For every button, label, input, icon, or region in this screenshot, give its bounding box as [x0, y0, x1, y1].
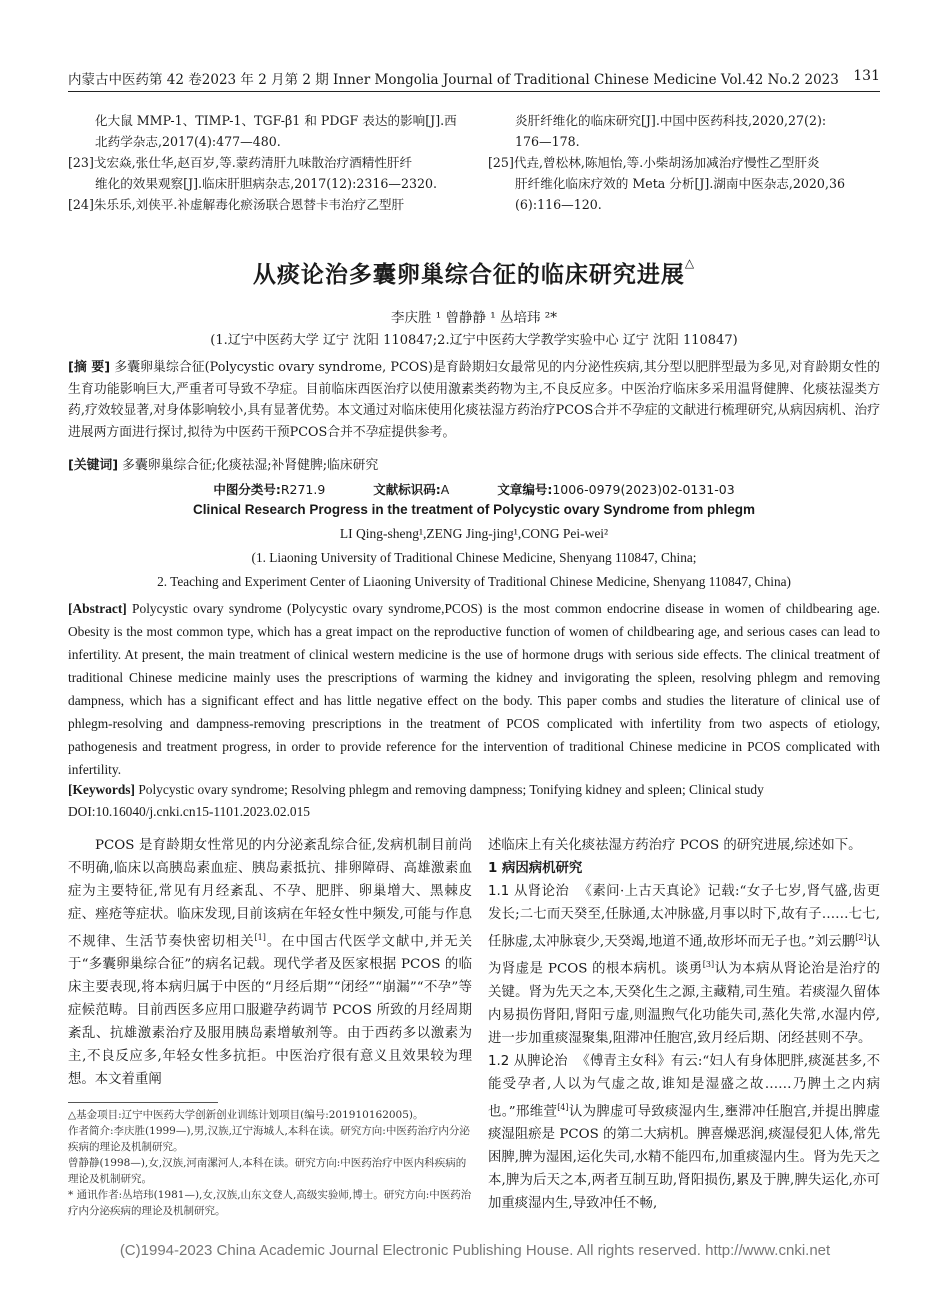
reference-line: 化大鼠 MMP-1、TIMP-1、TGF-β1 和 PDGF 表达的影响[J].西 — [95, 113, 457, 128]
footnote-rule — [68, 1102, 218, 1103]
copyright-footer: (C)1994-2023 China Academic Journal Electronic Publishing House. All rights reserved. http://www.cnki.net — [119, 1242, 831, 1259]
reference-line: [24]朱乐乐,刘侠平.补虚解毒化瘀汤联合恩替卡韦治疗乙型肝 — [68, 197, 405, 212]
doc-code-label: 文献标识码: — [373, 482, 441, 497]
subsection-heading: 1.2 从脾论治 — [488, 1053, 568, 1069]
abstract-cn-label: [摘 要] — [68, 360, 111, 375]
keywords-cn — [68, 454, 880, 473]
reference-line: [23]戈宏焱,张仕华,赵百岁,等.蒙药清肝九味散治疗酒精性肝纤 — [68, 155, 413, 170]
footnote: 作者简介:李庆胜(1999—),男,汉族,辽宁海城人,本科在读。研究方向:中医药治疗内分泌疾病的理论及机制研究。 — [68, 1125, 470, 1153]
clc-value: R271.9 — [280, 482, 326, 497]
body-left-column — [68, 834, 472, 1091]
body-text: 认为本病从肾论治是治疗的关键。肾为先天之本,天癸化生之源,主藏精,司生殖。若痰湿久留体内易损伤肾阳,肾阳亏虚,则温煦气化功能失司,蒸化失常,水湿内停,进一步加重痰湿聚集,阻滞冲任胞宫,致月经后期、闭经甚则不孕。 — [488, 961, 881, 1046]
affiliation-en-2: 2. Teaching and Experiment Center of Liaoning University of Traditional Chinese Medicine, Shenyang 110847, China) — [157, 574, 791, 589]
citation: [1] — [254, 933, 266, 942]
authors-en: LI Qing-sheng¹,ZENG Jing-jing¹,CONG Pei-wei² — [339, 526, 609, 541]
references-left — [68, 110, 472, 215]
running-header — [68, 68, 880, 88]
footnotes — [68, 1107, 472, 1219]
citation: [2] — [855, 933, 867, 942]
authors-cn: 李庆胜 ¹ 曾静静 ¹ 丛培玮 ²* — [391, 310, 557, 326]
body-right-column — [488, 834, 880, 1215]
affiliation-en-1: (1. Liaoning University of Traditional Chinese Medicine, Shenyang 110847, China; — [251, 550, 697, 565]
intro-text-cont: 。在中国古代医学文献中,并无关于“多囊卵巢综合征”的病名记载。现代学者及医家根据 PCOS 的临床主要表现,将本病归属于中医的“月经后期”“闭经”“崩漏”“不孕”等症候范畴。目前西医多应用口服避孕药调节 PCOS 所致的月经周期紊乱、抗雄激素治疗及服用胰岛素增敏剂等。由于西药多以激素为主,不良反应多,年轻女性多抗拒。中医治疗很有意义且效果较为理想。本文着重阐 — [68, 934, 472, 1088]
body-paragraph — [68, 834, 472, 1091]
body-text: 认为脾虚可导致痰湿内生,壅滞冲任胞宫,并提出脾虚痰湿阻瘀是 PCOS 的第二大病机。脾喜燥恶润,痰湿侵犯人体,常先困脾,脾为湿困,运化失司,水精不能四布,加重痰湿内生。肾为先天之本,脾为后天之本,两者互制互助,肾阳损伤,累及于脾,脾失运化,亦可加重痰湿内生,导致冲任不畅, — [488, 1104, 880, 1212]
doi: DOI:10.16040/j.cnki.cn15-1101.2023.02.015 — [68, 804, 310, 819]
reference-line: [25]代垚,曾松林,陈旭怡,等.小柴胡汤加减治疗慢性乙型肝炎 — [488, 155, 820, 170]
footnote: 曾静静(1998—),女,汉族,河南漯河人,本科在读。研究方向:中医药治疗中医内科疾病的理论及机制研究。 — [68, 1157, 467, 1185]
references-right — [488, 110, 880, 215]
body-paragraph — [488, 880, 880, 1050]
footnote: △基金项目:辽宁中医药大学创新创业训练计划项目(编号:201910162005)。 — [68, 1109, 424, 1121]
journal-header: 内蒙古中医药第 42 卷2023 年 2 月第 2 期 Inner Mongolia Journal of Traditional Chinese Medicine Vol.42 No.2 2023 — [68, 72, 839, 88]
body-text: 认为肾虚是 PCOS 的根本病机。谈勇 — [488, 934, 880, 977]
reference-line: (6):116—120. — [515, 197, 602, 212]
section-heading: 1 病因病机研究 — [488, 861, 583, 876]
body-text: 《傅青主女科》有云:“妇人有身体肥胖,痰涎甚多,不能受孕者,人以为气虚之故,谁知是湿盛之故……乃脾土之内病也。”邢维萱 — [488, 1053, 880, 1120]
keywords-en-text: Polycystic ovary syndrome; Resolving phlegm and removing dampness; Tonifying kidney and spleen; Clinical study — [138, 782, 764, 797]
reference-line: 炎肝纤维化的临床研究[J].中国中医药科技,2020,27(2): — [515, 113, 827, 128]
article-number-label: 文章编号: — [497, 482, 553, 497]
title-en: Clinical Research Progress in the treatment of Polycystic ovary Syndrome from phlegm — [193, 502, 755, 517]
header-rule — [68, 91, 880, 92]
body-paragraph — [488, 1050, 880, 1215]
keywords-cn-text: 多囊卵巢综合征;化痰祛湿;补肾健脾;临床研究 — [122, 458, 379, 473]
classification-line — [68, 480, 880, 498]
reference-line: 肝纤维化临床疗效的 Meta 分析[J].湖南中医杂志,2020,36 — [515, 176, 845, 191]
abstract-en-text: Polycystic ovary syndrome (Polycystic ovary syndrome,PCOS) is the most common endocrine disease in women of childbearing age. Obesity is the most common type, which has a great impact on the reproductive function of women of childbearing age, and serious cases can lead to infertility. At present, the main treatment of clinical western medicine is the use of hormone drugs with serious side effects. The clinical treatment of traditional Chinese medicine mainly uses the prescriptions of warming the kidney and invigorating the spleen, resolving phlegm and removing dampness, which has a significant effect and has little negative effect on the body. This paper combs and studies the literature of clinical use of phlegm-resolving and dampness-removing prescriptions in the treatment of PCOS complicated with infertility from two aspects of etiology, pathogenesis and treatment progress, in order to provide reference for the intervention of traditional Chinese medicine in PCOS complicated with infertility. — [68, 601, 880, 777]
article-title — [68, 256, 880, 289]
footnote: * 通讯作者:丛培玮(1981—),女,汉族,山东文登人,高级实验师,博士。研究方向:中医药治疗内分泌疾病的理论及机制研究。 — [68, 1189, 472, 1217]
intro-text: PCOS 是育龄期女性常见的内分泌紊乱综合征,发病机制目前尚不明确,临床以高胰岛素血症、胰岛素抵抗、排卵障碍、高雄激素血症为主要特征,常见有月经紊乱、不孕、肥胖、卵巢增大、黑棘皮症、痤疮等症状。临床发现,目前该病在年轻女性中频发,可能与作息不规律、生活节奏快密切相关 — [68, 838, 472, 950]
clc-label: 中图分类号: — [213, 482, 281, 497]
title-text: 从痰论治多囊卵巢综合征的临床研究进展 — [252, 262, 685, 288]
abstract-cn — [68, 357, 880, 443]
affiliation-cn: (1.辽宁中医药大学 辽宁 沈阳 110847;2.辽宁中医药大学教学实验中心 辽宁 沈阳 110847) — [210, 333, 738, 348]
body-text: 《素问·上古天真论》记载:“女子七岁,肾气盛,齿更发长;二七而天癸至,任脉通,太冲脉盛,月事以时下,故有子……七七,任脉虚,太冲脉衰少,天癸竭,地道不通,故形坏而无子也。”刘云鹏 — [488, 884, 880, 950]
article-number-value: 1006-0979(2023)02-0131-03 — [552, 482, 735, 497]
citation: [4] — [557, 1102, 569, 1112]
reference-line: 176—178. — [515, 134, 580, 149]
abstract-cn-text: 多囊卵巢综合征(Polycystic ovary syndrome, PCOS)是育龄期妇女最常见的内分泌性疾病,其分型以肥胖型最为多见,对育龄期女性的生育功能影响巨大,严重者可导致不孕症。目前临床西医治疗以使用激素类药物为主,不良反应多。中医治疗临床多采用温肾健脾、化痰祛湿类方药,疗效较显著,对身体影响较小,具有显著优势。本文通过对临床使用化痰祛湿方药治疗PCOS合并不孕症的文献进行梳理研究,从病因病机、治疗进展两方面进行探讨,拟待为中医药干预PCOS合并不孕症提供参考。 — [68, 360, 880, 440]
subsection-heading: 1.1 从肾论治 — [488, 884, 570, 899]
body-paragraph: 述临床上有关化痰祛湿方药治疗 PCOS 的研究进展,综述如下。 — [488, 838, 862, 853]
keywords-cn-label: [关键词] — [68, 458, 119, 473]
reference-line: 北药学杂志,2017(4):477—480. — [95, 134, 281, 149]
title-mark: △ — [684, 256, 696, 270]
citation: [3] — [702, 960, 715, 970]
reference-line: 维化的效果观察[J].临床肝胆病杂志,2017(12):2316—2320. — [95, 176, 438, 191]
abstract-en-label: [Abstract] — [68, 601, 127, 616]
doc-code-value: A — [440, 482, 450, 497]
page-number: 131 — [853, 68, 880, 84]
keywords-en-label: [Keywords] — [68, 782, 135, 797]
abstract-en — [68, 597, 880, 781]
keywords-en — [68, 782, 880, 798]
